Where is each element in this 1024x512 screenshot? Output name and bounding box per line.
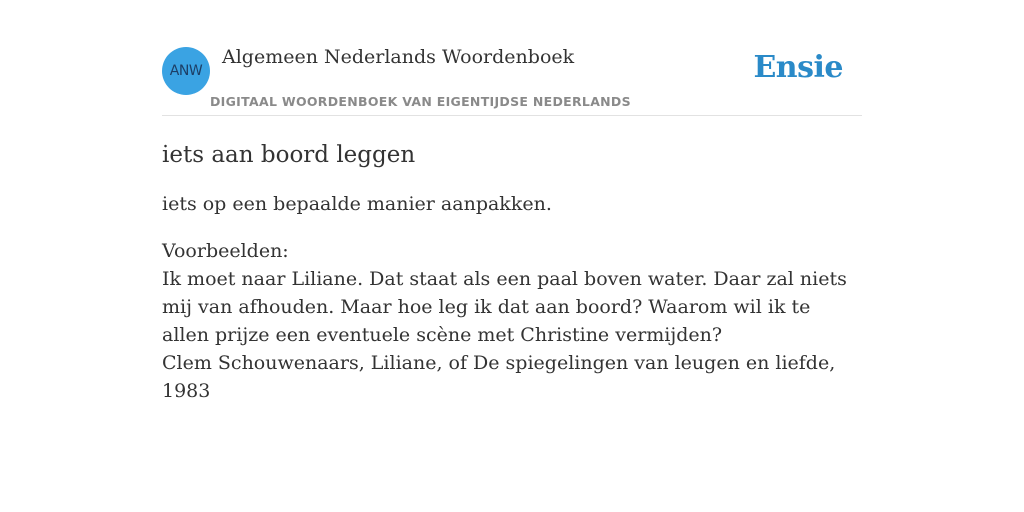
anw-logo[interactable]: ANW bbox=[162, 47, 210, 95]
examples-label: Voorbeelden: bbox=[162, 240, 289, 262]
entry-definition: iets op een bepaalde manier aanpakken. bbox=[162, 193, 552, 215]
entry-term: iets aan boord leggen bbox=[162, 142, 416, 168]
page bbox=[162, 0, 862, 405]
example-source: Clem Schouwenaars, Liliane, of De spiegelingen van leugen en liefde, 1983 bbox=[162, 352, 836, 402]
site-subtitle: DIGITAAL WOORDENBOEK VAN EIGENTIJDSE NEDERLANDS bbox=[210, 94, 631, 109]
ensie-logo-link[interactable]: Ensie bbox=[753, 50, 843, 85]
examples-section bbox=[162, 237, 852, 405]
site-title[interactable]: Algemeen Nederlands Woordenboek bbox=[222, 46, 575, 68]
example-text: Ik moet naar Liliane. Dat staat als een paal boven water. Daar zal niets mij van afhouden. Maar hoe leg ik dat aan boord? Waarom wil ik te allen prijze een eventuele scène met Christine vermijden? bbox=[162, 268, 847, 346]
site-header bbox=[162, 0, 862, 116]
